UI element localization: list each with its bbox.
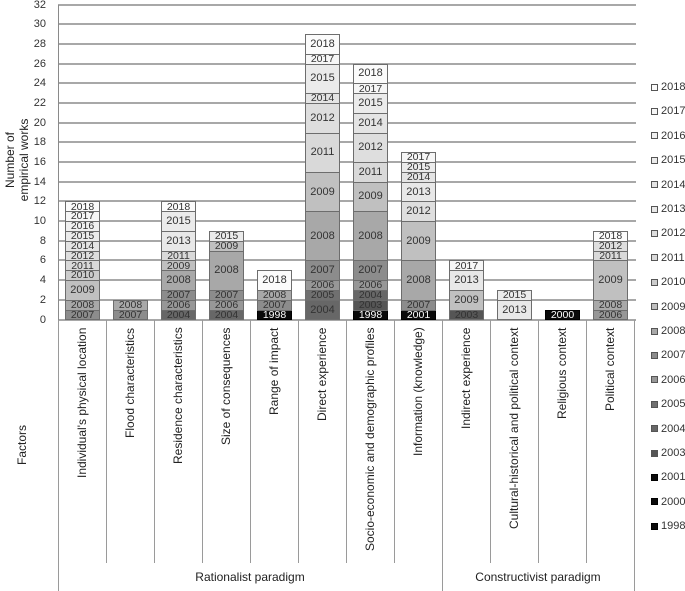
bar-segment: 2015 — [305, 64, 340, 95]
bar-segment: 2006 — [209, 300, 244, 311]
group-divider — [58, 320, 59, 591]
bar-segment: 2004 — [305, 300, 340, 321]
category-divider — [490, 320, 491, 564]
legend-label: 2006 — [661, 373, 685, 386]
bar-segment: 2009 — [401, 221, 436, 261]
category-divider — [586, 320, 587, 564]
category-label: Cultural-historical and political context — [507, 327, 521, 529]
bar-segment: 2007 — [209, 290, 244, 301]
bar-segment: 2015 — [401, 162, 436, 173]
group-label: Constructivist paradigm — [475, 570, 601, 584]
legend-swatch-icon — [651, 376, 658, 383]
legend-label: 2003 — [661, 447, 685, 459]
legend-item-2005 — [651, 398, 685, 410]
bar-segment: 2011 — [65, 260, 100, 271]
legend-swatch-icon — [651, 352, 658, 359]
bar-segment: 2018 — [161, 201, 196, 212]
category-label: Flood characteristics — [123, 327, 137, 438]
gridline — [58, 220, 636, 222]
gridline — [58, 63, 636, 65]
category-divider — [394, 320, 395, 564]
bar-segment: 2016 — [65, 221, 100, 232]
gridline — [58, 102, 636, 104]
bar-segment: 2018 — [593, 231, 628, 242]
bar-segment: 2018 — [353, 64, 388, 85]
bar-segment: 2018 — [257, 270, 292, 291]
category-label: Socio-economic and demographic profiles — [363, 327, 377, 551]
gridline — [58, 181, 636, 183]
bar-segment: 1998 — [353, 310, 388, 321]
legend-swatch-icon — [651, 401, 658, 408]
y-tick-label: 8 — [39, 234, 46, 247]
y-tick-label: 26 — [33, 57, 46, 70]
bar-segment: 2015 — [161, 211, 196, 232]
bar-segment: 2004 — [209, 310, 244, 321]
y-tick-label: 2 — [39, 293, 46, 306]
category-label: Residence characteristics — [171, 327, 185, 465]
bar-segment: 2007 — [161, 290, 196, 301]
gridline — [58, 122, 636, 124]
gridline — [58, 141, 636, 143]
legend-item-2008 — [651, 325, 685, 337]
bar-segment: 2015 — [497, 290, 532, 301]
legend-item-2004 — [651, 423, 685, 435]
bar-segment: 2007 — [401, 300, 436, 311]
group-divider — [442, 320, 443, 591]
bar-segment: 1998 — [257, 310, 292, 321]
bar-segment: 2003 — [353, 300, 388, 311]
gridline — [58, 23, 636, 25]
legend-label: 2014 — [661, 178, 685, 191]
legend-swatch-icon — [651, 230, 658, 237]
bar-segment: 2007 — [257, 300, 292, 311]
bar-segment: 2007 — [65, 310, 100, 321]
y-tick-label: 14 — [33, 175, 46, 188]
bar-segment: 2008 — [353, 211, 388, 261]
legend-label: 2016 — [661, 129, 685, 142]
bar-segment: 2009 — [161, 260, 196, 271]
bar-segment: 2001 — [401, 310, 436, 321]
gridline — [58, 200, 636, 202]
category-label: Size of consequences — [219, 327, 233, 445]
legend-label: 2001 — [661, 471, 685, 484]
legend-swatch-icon — [651, 157, 658, 164]
bar-segment: 2007 — [353, 260, 388, 281]
legend-item-2014 — [651, 179, 685, 191]
legend-label: 2000 — [661, 495, 685, 508]
bar-segment: 2011 — [593, 251, 628, 262]
category-label: Information (knowledge) — [411, 327, 425, 457]
bar-segment: 2014 — [353, 113, 388, 134]
y-tick-label: 6 — [39, 254, 46, 267]
bar-segment: 2017 — [305, 54, 340, 65]
bar-segment: 2008 — [113, 300, 148, 311]
legend-swatch-icon — [651, 108, 658, 115]
bar-segment: 2000 — [545, 310, 580, 321]
bar-segment: 2008 — [209, 251, 244, 291]
y-tick-label: 28 — [33, 37, 46, 50]
gridline — [58, 4, 636, 6]
gridline — [58, 259, 636, 261]
bar-segment: 2008 — [593, 300, 628, 311]
y-tick-label: 10 — [33, 215, 46, 228]
bar-segment: 2011 — [161, 251, 196, 262]
bar-segment: 2011 — [353, 162, 388, 183]
legend-label: 2004 — [661, 422, 685, 435]
category-divider — [250, 320, 251, 564]
bar-segment: 2009 — [353, 182, 388, 213]
legend-item-2001 — [651, 471, 685, 483]
legend-item-2018 — [651, 81, 685, 93]
bar-segment: 2014 — [401, 172, 436, 183]
y-tick-label: 12 — [33, 195, 46, 208]
gridline — [58, 82, 636, 84]
bar-segment: 2006 — [593, 310, 628, 321]
bar-segment: 2012 — [305, 103, 340, 134]
legend-item-2007 — [651, 349, 685, 361]
legend-label: 2017 — [661, 105, 685, 118]
legend-item-2006 — [651, 374, 685, 386]
legend-item-2009 — [651, 301, 685, 313]
bar-segment: 2004 — [353, 290, 388, 301]
legend-swatch-icon — [651, 474, 658, 481]
bar-segment: 2008 — [65, 300, 100, 311]
legend-swatch-icon — [651, 450, 658, 457]
bar-segment: 2017 — [65, 211, 100, 222]
legend-item-1998 — [651, 520, 685, 532]
legend-swatch-icon — [651, 254, 658, 261]
bar-segment: 2013 — [449, 270, 484, 291]
gridline — [58, 240, 636, 242]
legend-label: 2008 — [661, 325, 685, 337]
bar-segment: 2003 — [449, 310, 484, 321]
bar-segment: 2012 — [65, 251, 100, 262]
gridline — [58, 279, 636, 281]
category-divider — [154, 320, 155, 564]
legend-label: 2005 — [661, 398, 685, 411]
bar-segment: 2017 — [353, 83, 388, 94]
legend-label: 2013 — [661, 203, 685, 215]
legend-item-2016 — [651, 130, 685, 142]
bar-segment: 2007 — [305, 260, 340, 281]
y-tick-label: 22 — [33, 97, 46, 110]
category-label: Indirect experience — [459, 327, 473, 429]
bar-segment: 2012 — [593, 241, 628, 252]
legend-label: 2009 — [661, 300, 685, 313]
legend-item-2000 — [651, 496, 685, 508]
bar-segment: 2018 — [65, 201, 100, 212]
group-divider — [634, 320, 635, 591]
category-divider — [106, 320, 107, 564]
y-tick-label: 32 — [33, 0, 46, 11]
legend-swatch-icon — [651, 181, 658, 188]
gridline — [58, 161, 636, 163]
y-tick-label: 30 — [33, 18, 46, 31]
bar-segment: 2013 — [401, 182, 436, 203]
legend-swatch-icon — [651, 279, 658, 286]
bar-segment: 2015 — [209, 231, 244, 242]
bar-segment: 2006 — [305, 280, 340, 291]
bar-segment: 2014 — [305, 93, 340, 104]
bar-segment: 2018 — [305, 34, 340, 55]
bar-segment: 2009 — [209, 241, 244, 252]
legend-item-2017 — [651, 105, 685, 117]
bar-segment: 2015 — [65, 231, 100, 242]
bar-segment: 2011 — [305, 133, 340, 173]
legend-label: 1998 — [661, 520, 685, 533]
legend-swatch-icon — [651, 303, 658, 310]
bar-segment: 2012 — [401, 201, 436, 222]
legend-swatch-icon — [651, 498, 658, 505]
bar-segment: 2010 — [65, 270, 100, 281]
bar-segment: 2004 — [161, 310, 196, 321]
legend-item-2015 — [651, 154, 685, 166]
legend-label: 2018 — [661, 81, 685, 93]
y-tick-label: 4 — [39, 274, 46, 287]
category-divider — [298, 320, 299, 564]
legend-label: 2015 — [661, 154, 685, 167]
legend-swatch-icon — [651, 328, 658, 335]
bar-segment: 2008 — [257, 290, 292, 301]
category-divider — [202, 320, 203, 564]
bar-segment: 2017 — [401, 152, 436, 163]
category-divider — [538, 320, 539, 564]
legend-item-2013 — [651, 203, 685, 215]
legend-label: 2011 — [661, 251, 685, 264]
bar-segment: 2009 — [593, 260, 628, 300]
bar-segment: 2013 — [161, 231, 196, 252]
legend-item-2003 — [651, 447, 685, 459]
category-label: Religious context — [555, 327, 569, 419]
bar-segment: 2014 — [65, 241, 100, 252]
y-tick-label: 0 — [39, 313, 46, 326]
bar-segment: 2007 — [113, 310, 148, 321]
bar-segment: 2006 — [353, 280, 388, 291]
legend-label: 2012 — [661, 227, 685, 240]
bar-segment: 2012 — [353, 133, 388, 164]
bar-segment: 2008 — [305, 211, 340, 261]
category-label: Direct experience — [315, 327, 329, 421]
legend-label: 2007 — [661, 349, 685, 362]
bar-segment: 2008 — [401, 260, 436, 300]
group-label: Rationalist paradigm — [195, 570, 305, 584]
y-tick-label: 20 — [33, 116, 46, 129]
legend-swatch-icon — [651, 425, 658, 432]
legend-swatch-icon — [651, 206, 658, 213]
y-axis-title-line1: Number of — [3, 131, 17, 189]
bar-segment: 2005 — [305, 290, 340, 301]
y-axis-title-line2: empirical works — [17, 118, 31, 202]
bar-segment: 2008 — [161, 270, 196, 291]
legend-item-2011 — [651, 252, 685, 264]
category-label: Individual's physical location — [75, 327, 89, 478]
bar-segment: 2009 — [305, 172, 340, 212]
bar-segment: 2013 — [497, 300, 532, 321]
gridline — [58, 43, 636, 45]
bar-segment: 2009 — [449, 290, 484, 311]
category-label: Political context — [603, 327, 617, 411]
legend-item-2010 — [651, 276, 685, 288]
legend-label: 2010 — [661, 276, 685, 289]
bar-segment: 2015 — [353, 93, 388, 114]
y-tick-label: 24 — [33, 77, 46, 90]
x-axis-title: Factors — [15, 424, 30, 466]
bar-segment: 2006 — [161, 300, 196, 311]
bar-segment: 2017 — [449, 260, 484, 271]
legend-item-2012 — [651, 227, 685, 239]
y-tick-label: 16 — [33, 156, 46, 169]
bar-segment: 2009 — [65, 280, 100, 301]
category-divider — [346, 320, 347, 564]
legend-swatch-icon — [651, 132, 658, 139]
category-label: Range of impact — [267, 327, 281, 415]
y-tick-label: 18 — [33, 136, 46, 149]
legend-swatch-icon — [651, 523, 658, 530]
legend-swatch-icon — [651, 84, 658, 91]
